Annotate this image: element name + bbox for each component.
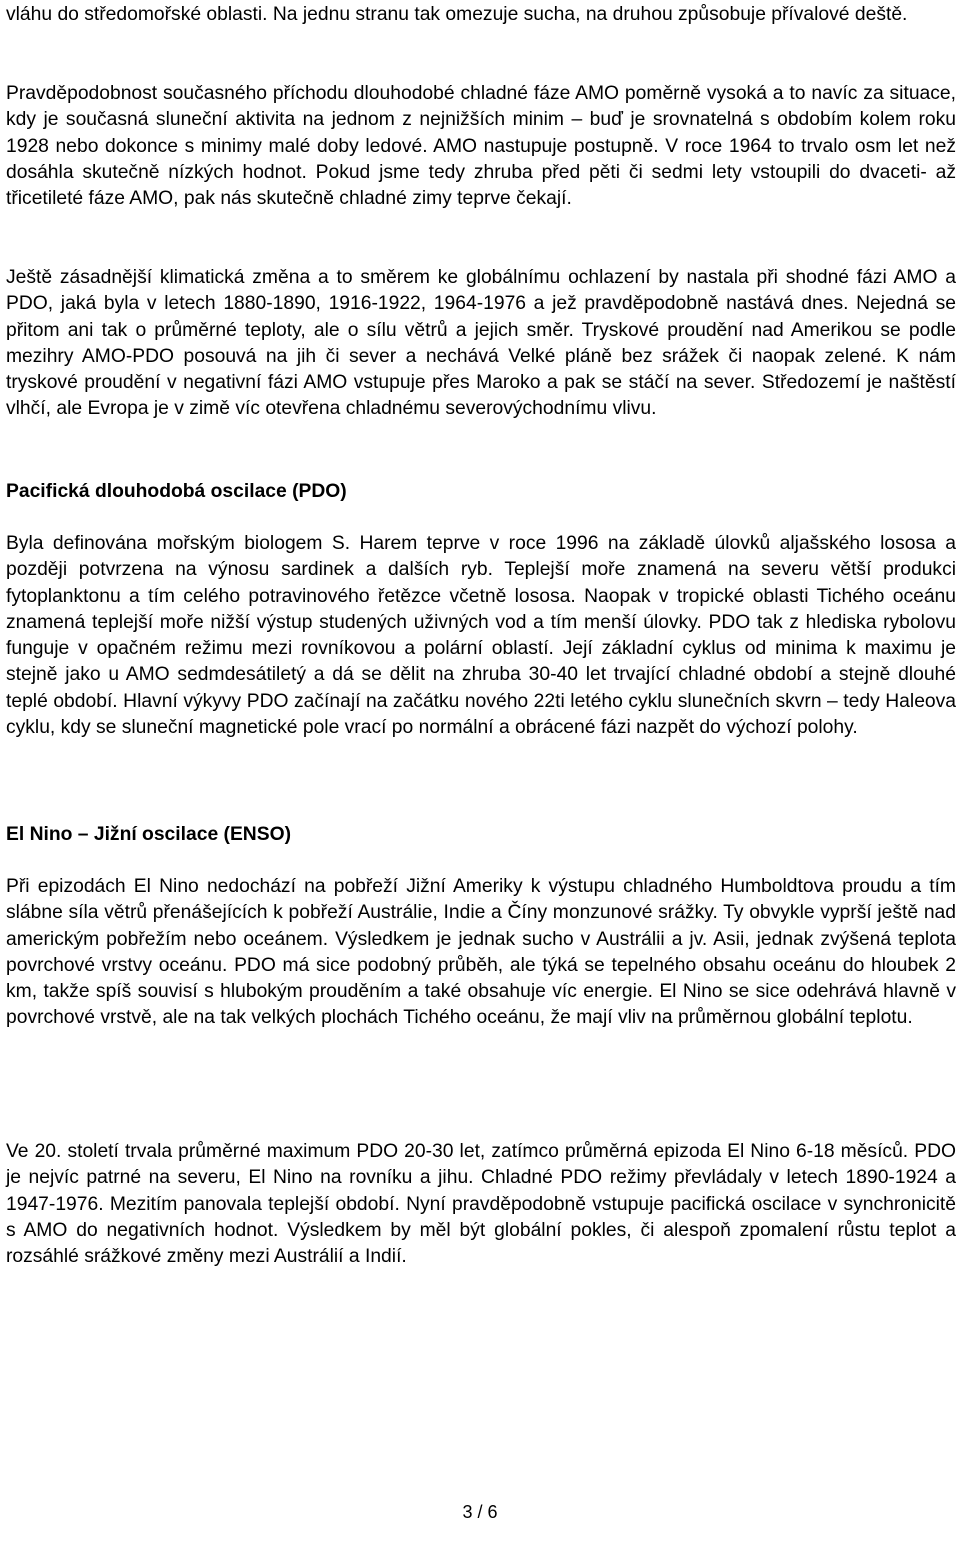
heading-enso: El Nino – Jižní oscilace (ENSO)	[6, 824, 292, 845]
page-number: 3 / 6	[462, 1502, 498, 1522]
paragraph-century: Ve 20. století trvala průměrné maximum PDO 20-30 let, zatímco průměrná epizoda El Nino 6-18 měsíců. PDO je nejvíc patrné na severu, El Nino na rovníku a jihu. Chladné PDO režimy převládaly v letech 1890-1924 a 1947-1976. Mezitím panovala teplejší období. Nyní pravděpodobně vstupuje pacifická oscilace v synchronicitě s AMO do negativních hodnot. Výsledkem by měl být globální pokles, či alespoň zpomalení růstu teplot a rozsáhlé srážkové změny mezi Austrálií a Indií.	[6, 1141, 956, 1268]
paragraph-climate-change: Ještě zásadnější klimatická změna a to směrem ke globálnímu ochlazení by nastala při shodné fázi AMO a PDO, jaká byla v letech 1880-1890, 1916-1922, 1964-1976 a jež pravděpodobně nastává dnes. Nejedná se přitom ani tak o průměrné teploty, ale o sílu větrů a jejich směr. Tryskové proudění nad Amerikou se podle mezihry AMO-PDO posouvá na jih či sever a nechává Velké pláně bez srážek či naopak zelené. K nám tryskové proudění v negativní fázi AMO vstupuje přes Maroko a pak se stáčí na sever. Středozemí je naštěstí vlhčí, ale Evropa je v zimě víc otevřena chladnému severovýchodnímu vlivu.	[6, 267, 956, 420]
paragraph-enso: Při epizodách El Nino nedochází na pobřeží Jižní Ameriky k výstupu chladného Humboldtova proudu a tím slábne síla větrů přenášejících k pobřeží Austrálie, Indie a Číny monzunové srážky. Ty obvykle vyprší ještě nad americkým pobřežím nebo oceánem. Výsledkem je jednak sucho v Austrálii a jv. Asii, jednak zvýšená teplota povrchové vrstvy oceánu. PDO má sice podobný průběh, ale týká se tepelného obsahu oceánu do hloubek 2 km, takže spíš souvisí s hlubokým prouděním a také obsahuje víc energie. El Nino se sice odehrává hlavně v povrchové vrstvě, ale na tak velkých plochách Tichého oceánu, že mají vliv na průměrnou globální teplotu.	[6, 876, 956, 1029]
paragraph-intro: vláhu do středomořské oblasti. Na jednu stranu tak omezuje sucha, na druhou způsobuje přívalové deště.	[6, 4, 908, 25]
paragraph-pdo: Byla definována mořským biologem S. Harem teprve v roce 1996 na základě úlovků aljašského lososa a později potvrzena na výnosu sardinek a dalších ryb. Teplejší moře znamená na severu větší produkci fytoplanktonu a tím celého potravinového řetězce včetně lososa. Naopak v tropické oblasti Tichého oceánu znamená teplejší moře nižší výstup studených uživných vod a tím menší úlovky. PDO tak z hlediska rybolovu funguje v opačném režimu mezi rovníkovou a polární oblastí. Její základní cyklus od minima k maximu je stejně jako u AMO sedmdesátiletý a dá se dělit na zhruba 30-40 let trvající chladné období a stejně dlouhé teplé období. Hlavní výkyvy PDO začínají na začátku nového 22ti letého cyklu slunečních skvrn – tedy Haleova cyklu, kdy se sluneční magnetické pole vrací po normální a obrácené fázi nazpět do výchozí polohy.	[6, 533, 956, 739]
paragraph-amo-probability: Pravděpodobnost současného příchodu dlouhodobé chladné fáze AMO poměrně vysoká a to navíc za situace, kdy je současná sluneční aktivita na jednom z nejnižších minim – buď je srovnatelná s obdobím kolem roku 1928 nebo dokonce s minimy malé doby ledové. AMO nastupuje postupně. V roce 1964 to trvalo osm let než dosáhla skutečně nízkých hodnot. Pokud jsme tedy zhruba před pěti či sedmi lety vstoupili do dvaceti- až třicetileté fáze AMO, pak nás skutečně chladné zimy teprve čekají.	[6, 83, 956, 210]
heading-pdo: Pacifická dlouhodobá oscilace (PDO)	[6, 481, 347, 502]
